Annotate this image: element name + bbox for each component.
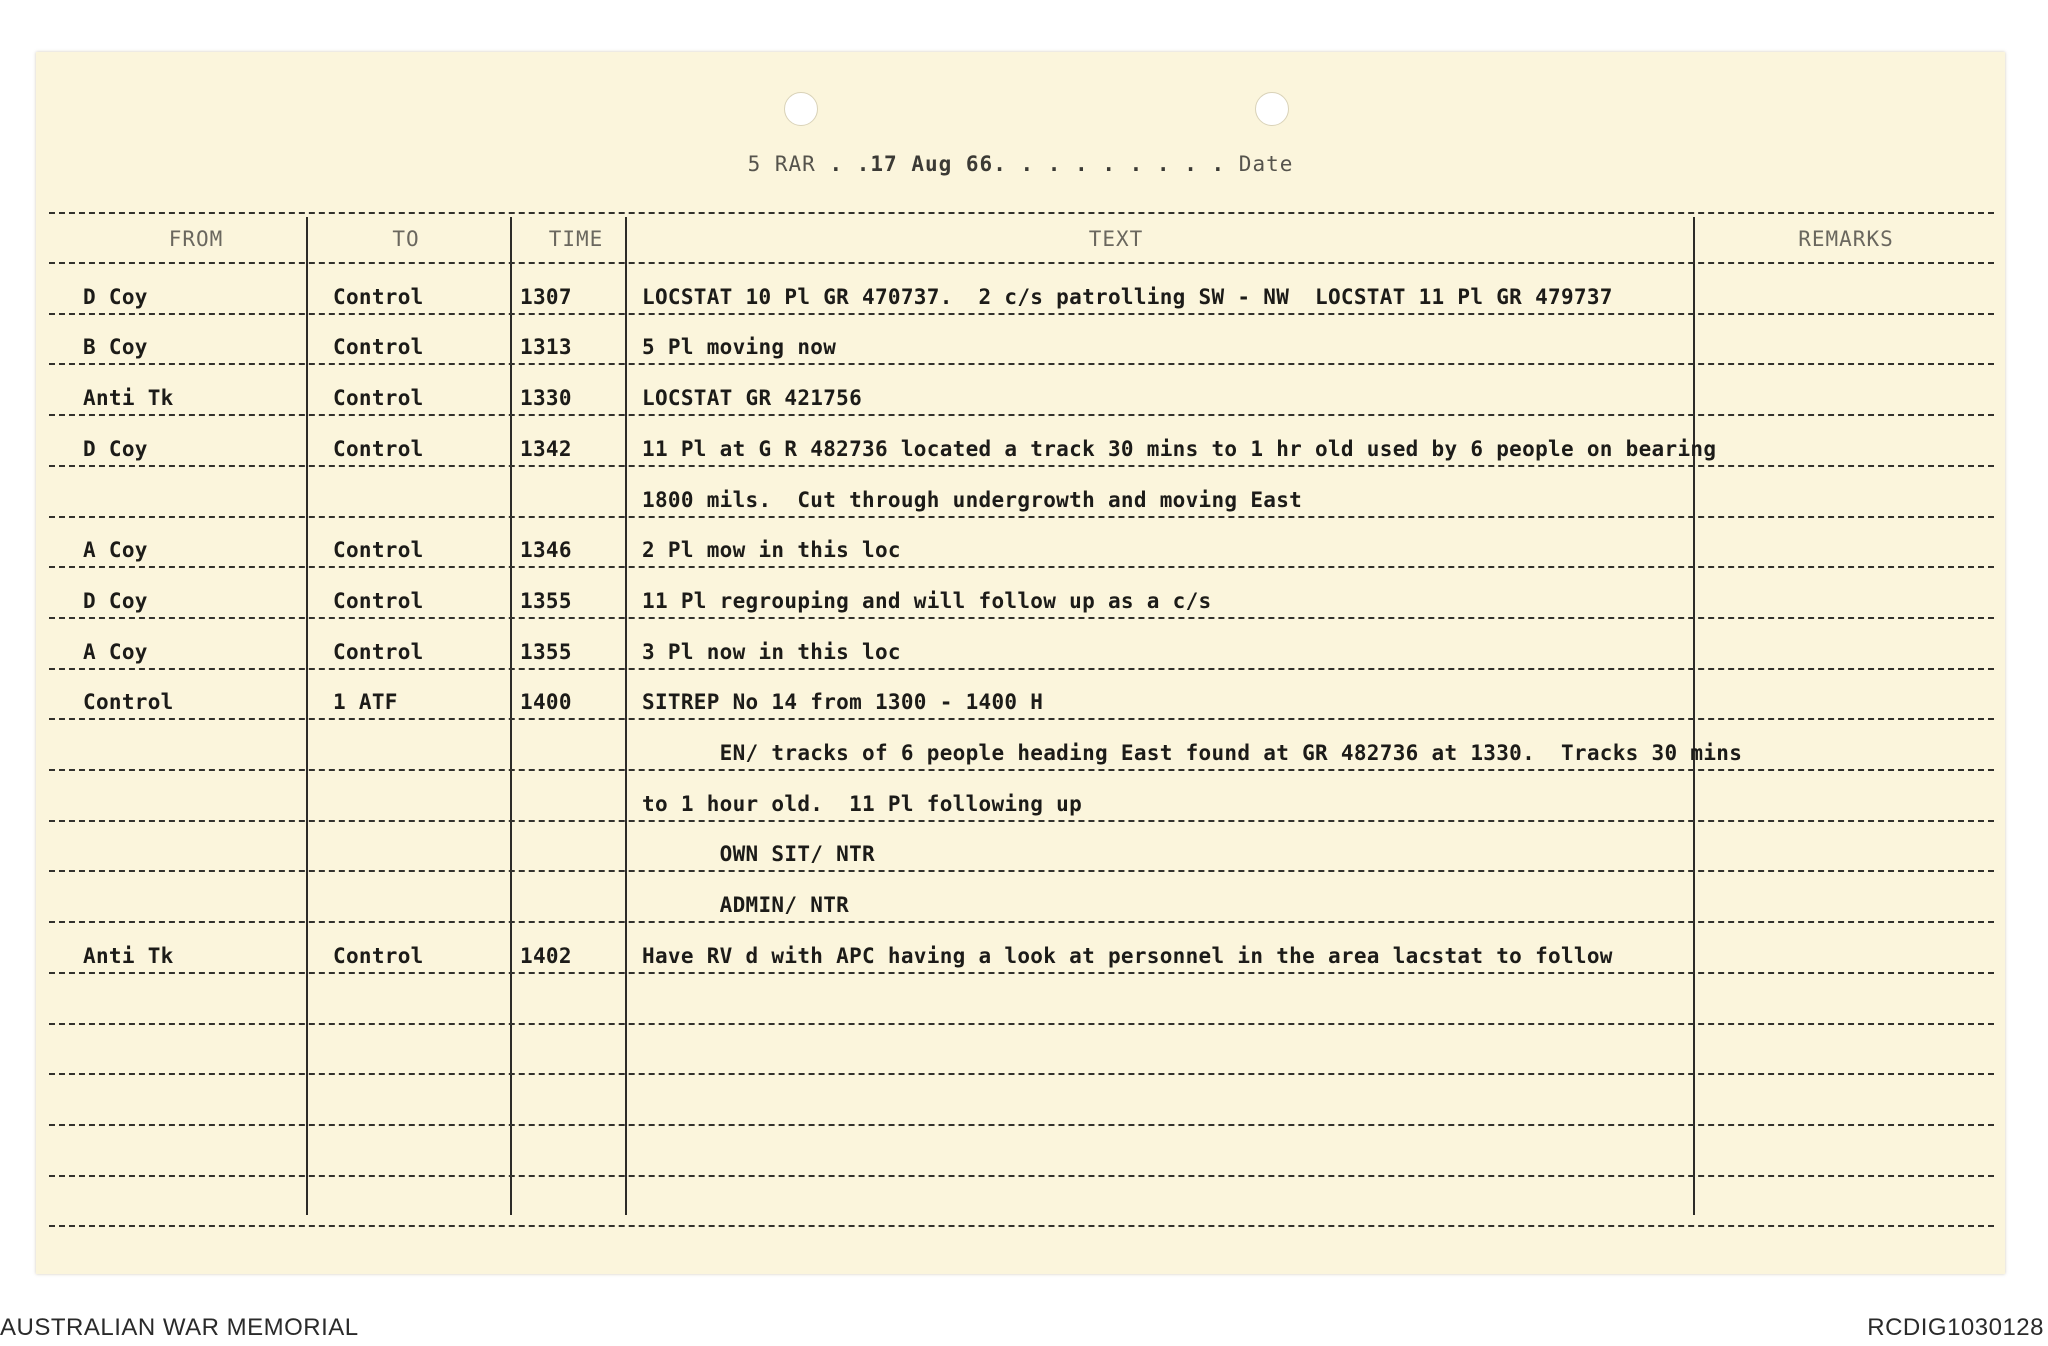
ruled-line (49, 516, 1994, 518)
ruled-line (49, 921, 1994, 923)
ruled-line (49, 668, 1994, 670)
ruled-line (49, 617, 1994, 619)
from-cell: A Coy (83, 538, 148, 562)
time-cell: 1330 (520, 386, 572, 410)
archive-credit: AUSTRALIAN WAR MEMORIAL (0, 1314, 359, 1341)
from-cell: D Coy (83, 285, 148, 309)
ruled-line (49, 870, 1994, 872)
ruled-line (49, 414, 1994, 416)
from-cell: A Coy (83, 640, 148, 664)
ruled-line (49, 566, 1994, 568)
archive-reference: RCDIG1030128 (1867, 1314, 2044, 1341)
from-cell: D Coy (83, 589, 148, 613)
text-cell: 1800 mils. Cut through undergrowth and moving East (642, 488, 1303, 512)
punch-hole-right (1255, 92, 1289, 126)
text-cell: 2 Pl mow in this loc (642, 538, 901, 562)
to-cell: Control (333, 285, 424, 309)
sheet-header (36, 152, 2005, 176)
column-header-remarks: REMARKS (1798, 227, 1894, 251)
time-cell: 1355 (520, 640, 572, 664)
punch-hole-left (784, 92, 818, 126)
text-cell: 11 Pl at G R 482736 located a track 30 mins to 1 hr old used by 6 people on bearing (642, 437, 1717, 461)
time-cell: 1400 (520, 690, 572, 714)
from-cell: Anti Tk (83, 944, 174, 968)
to-cell: Control (333, 386, 424, 410)
text-cell: to 1 hour old. 11 Pl following up (642, 792, 1083, 816)
time-cell: 1402 (520, 944, 572, 968)
text-cell: EN/ tracks of 6 people heading East found at GR 482736 at 1330. Tracks 30 mins (642, 741, 1743, 765)
ruled-line (49, 972, 1994, 974)
log-sheet (36, 52, 2005, 1274)
text-cell: OWN SIT/ NTR (642, 842, 875, 866)
column-divider (510, 217, 512, 1215)
column-header-time: TIME (548, 227, 604, 251)
ruled-line (49, 820, 1994, 822)
to-cell: Control (333, 589, 424, 613)
column-divider (1693, 217, 1695, 1215)
ruled-line (49, 1124, 1994, 1126)
ruled-line (49, 1175, 1994, 1177)
text-cell: LOCSTAT GR 421756 (642, 386, 863, 410)
text-cell: 5 Pl moving now (642, 335, 837, 359)
column-header-text: TEXT (1088, 227, 1144, 251)
to-cell: Control (333, 944, 424, 968)
text-cell: LOCSTAT 10 Pl GR 470737. 2 c/s patrolling SW - NW LOCSTAT 11 Pl GR 479737 (642, 285, 1613, 309)
column-header-to: TO (392, 227, 420, 251)
column-header-from: FROM (168, 227, 224, 251)
ruled-line (49, 1073, 1994, 1075)
time-cell: 1346 (520, 538, 572, 562)
text-cell: 3 Pl now in this loc (642, 640, 901, 664)
unit-name: 5 RAR (747, 152, 816, 176)
to-cell: Control (333, 437, 424, 461)
text-cell: ADMIN/ NTR (642, 893, 850, 917)
text-cell: Have RV d with APC having a look at personnel in the area lacstat to follow (642, 944, 1613, 968)
ruled-line (49, 1023, 1994, 1025)
time-cell: 1307 (520, 285, 572, 309)
ruled-line (49, 363, 1994, 365)
ruled-line (49, 465, 1994, 467)
to-cell: Control (333, 640, 424, 664)
from-cell: B Coy (83, 335, 148, 359)
time-cell: 1355 (520, 589, 572, 613)
from-cell: Control (83, 690, 174, 714)
from-cell: Anti Tk (83, 386, 174, 410)
ruled-line (49, 769, 1994, 771)
time-cell: 1313 (520, 335, 572, 359)
ruled-line (49, 262, 1994, 264)
date-label: Date (1238, 152, 1294, 176)
date-value: . .17 Aug 66. . . . . . . . . (829, 152, 1226, 176)
column-divider (625, 217, 627, 1215)
from-cell: D Coy (83, 437, 148, 461)
to-cell: 1 ATF (333, 690, 398, 714)
to-cell: Control (333, 538, 424, 562)
time-cell: 1342 (520, 437, 572, 461)
text-cell: SITREP No 14 from 1300 - 1400 H (642, 690, 1044, 714)
column-divider (306, 217, 308, 1215)
text-cell: 11 Pl regrouping and will follow up as a c/s (642, 589, 1212, 613)
ruled-line (49, 1225, 1994, 1227)
ruled-line (49, 718, 1994, 720)
ruled-line (49, 313, 1994, 315)
ruled-line (49, 212, 1994, 214)
to-cell: Control (333, 335, 424, 359)
